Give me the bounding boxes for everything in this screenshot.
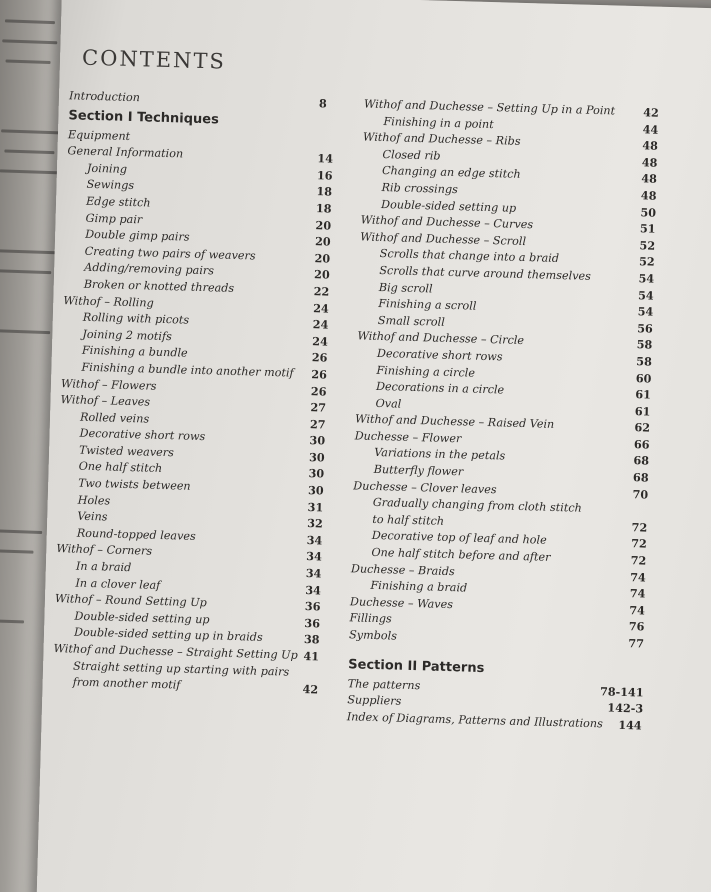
toc-entry-page: 66 — [633, 437, 650, 452]
toc-entry-page: 70 — [632, 486, 649, 502]
toc-entry-label: Adding/removing pairs — [84, 261, 215, 278]
toc-entry-label: Oval — [375, 396, 402, 411]
toc-entry-page: 44 — [642, 121, 659, 137]
toc-entry-page: 74 — [629, 602, 646, 618]
toc-entry-label: Section I Techniques — [68, 107, 220, 128]
toc-entry-page: 48 — [641, 171, 658, 187]
toc-entry-page: 60 — [635, 370, 652, 386]
toc-entry-label: Duchesse – Clover leaves — [353, 478, 497, 496]
toc-entry-label: Section II Patterns — [348, 656, 485, 676]
toc-entry-page: 26 — [310, 383, 327, 399]
toc-entry-page: 31 — [307, 499, 324, 515]
toc-entry-page: 30 — [308, 449, 325, 465]
toc-entry-label: One half stitch before and after — [371, 545, 551, 564]
toc-entry-label: Variations in the petals — [374, 446, 506, 464]
page-title: CONTENTS — [81, 45, 227, 74]
toc-entry-page: 26 — [311, 350, 328, 365]
toc-entry-label: Double-sided setting up — [380, 197, 517, 215]
toc-entry-page: 16 — [316, 167, 333, 183]
toc-entry-page: 18 — [315, 201, 332, 216]
toc-entry-label: Two twists between — [78, 476, 191, 493]
toc-entry-page: 74 — [630, 569, 647, 585]
toc-entry-label: Veins — [77, 509, 108, 524]
toc-entry-label: Double gimp pairs — [85, 227, 190, 244]
toc-entry-label: Finishing a bundle — [81, 344, 188, 360]
toc-entry-label: Holes — [77, 493, 111, 508]
toc-entry-page: 30 — [307, 483, 324, 498]
toc-entry-label: Scrolls that change into a braid — [379, 247, 560, 266]
toc-entry-page: 78-141 — [599, 683, 644, 700]
toc-entry-page: 20 — [314, 250, 331, 266]
toc-entry-page: 72 — [630, 553, 647, 568]
toc-entry-label: Rolled veins — [79, 410, 150, 426]
toc-entry-page: 50 — [640, 204, 657, 220]
toc-entry-page: 20 — [314, 234, 331, 249]
toc-entry-label: Equipment — [67, 127, 131, 143]
toc-entry-page: 142-3 — [607, 700, 644, 716]
toc-entry-label: Rolling with picots — [82, 310, 190, 327]
toc-entry-label: Finishing a bundle into another motif — [81, 360, 294, 380]
toc-entry-label: Straight setting up starting with pairs — [72, 659, 290, 679]
toc-entry-page: 24 — [313, 300, 329, 316]
toc-entry-page: 14 — [317, 151, 334, 166]
toc-entry-page: 56 — [637, 320, 653, 336]
toc-entry-label: Decorations in a circle — [375, 380, 505, 397]
toc-entry-label: Rib crossings — [381, 180, 459, 197]
toc-entry-page: 20 — [315, 217, 332, 233]
toc-entry-label: Gimp pair — [85, 211, 143, 226]
toc-entry-page: 58 — [636, 354, 653, 369]
toc-entry-label: Symbols — [348, 628, 398, 643]
toc-entry-page: 72 — [630, 536, 647, 551]
toc-entry-label: Butterfly flower — [373, 462, 464, 479]
toc-entry-label: Edge stitch — [85, 194, 151, 210]
toc-entry-page: 58 — [636, 337, 653, 352]
contents-column-left — [52, 88, 359, 699]
toc-entry-page: 34 — [305, 582, 322, 598]
toc-entry-label: Decorative short rows — [376, 346, 503, 364]
toc-entry-label: Duchesse – Flower — [354, 429, 462, 446]
toc-entry-page: 61 — [634, 403, 651, 419]
toc-entry-page: 20 — [313, 267, 330, 282]
toc-entry-label: Withof and Duchesse – Curves — [360, 213, 534, 232]
toc-entry-page: 8 — [318, 96, 327, 111]
toc-entry-label: Small scroll — [377, 313, 445, 329]
toc-entry-page: 42 — [302, 682, 319, 697]
toc-entry-page: 41 — [303, 649, 320, 664]
toc-entry-page: 27 — [309, 416, 326, 432]
toc-entry-label: Scrolls that curve around themselves — [379, 263, 592, 283]
toc-entry-label: Double-sided setting up in braids — [73, 625, 263, 645]
toc-entry-label: Twisted weavers — [78, 443, 175, 460]
toc-entry-page: 52 — [639, 237, 656, 253]
toc-entry-label: Withof and Duchesse – Straight Setting Up — [53, 642, 298, 662]
toc-entry-label: Duchesse – Waves — [349, 595, 454, 611]
toc-entry-page: 77 — [628, 636, 645, 651]
toc-entry-label: The patterns — [347, 676, 421, 692]
toc-entry-page: 38 — [303, 632, 320, 647]
toc-entry-page: 51 — [639, 221, 656, 236]
toc-entry-page: 34 — [305, 566, 322, 581]
toc-entry-label: Finishing a scroll — [378, 297, 477, 313]
contents-page — [36, 0, 711, 892]
toc-entry-label: Closed rib — [382, 147, 441, 163]
toc-entry-label: Withof and Duchesse – Setting Up in a Point — [363, 97, 616, 118]
toc-entry-page: 26 — [311, 367, 328, 382]
toc-entry-page: 74 — [629, 586, 646, 601]
toc-entry-page: 68 — [632, 470, 649, 485]
toc-entry-page: 18 — [316, 184, 333, 199]
toc-entry-label: Withof and Duchesse – Circle — [357, 329, 525, 348]
toc-entry-label: Round-topped leaves — [76, 526, 196, 543]
toc-entry-page: 48 — [640, 188, 657, 203]
toc-entry-page: 30 — [308, 466, 325, 481]
toc-entry-label: to half stitch — [372, 512, 445, 528]
toc-entry-page: 68 — [633, 453, 650, 469]
toc-entry-label: Withof and Duchesse – Scroll — [360, 230, 527, 248]
toc-entry-label: from another motif — [72, 675, 181, 692]
toc-entry-label: Double-sided setting up — [74, 609, 210, 627]
toc-entry-page: 52 — [638, 254, 655, 269]
toc-entry-page: 32 — [307, 516, 323, 531]
toc-entry-page: 48 — [641, 155, 658, 170]
toc-entry-page: 76 — [628, 619, 645, 634]
toc-entry-page: 36 — [304, 599, 321, 614]
toc-entry-page: 144 — [618, 717, 642, 733]
toc-entry-page: 27 — [310, 400, 327, 415]
toc-entry-label: Joining 2 motifs — [82, 327, 173, 343]
toc-entry-page: 48 — [642, 138, 659, 153]
toc-entry-label: Decorative short rows — [79, 426, 206, 444]
toc-entry-page: 72 — [631, 519, 648, 535]
toc-entry-label: Broken or knotted threads — [83, 277, 235, 295]
toc-entry-label: Withof – Leaves — [60, 393, 151, 409]
toc-entry-page: 36 — [304, 615, 321, 631]
toc-entry-page: 61 — [635, 387, 652, 402]
toc-entry-label: Withof and Duchesse – Ribs — [362, 130, 521, 149]
toc-entry-label: Creating two pairs of weavers — [84, 244, 256, 263]
toc-entry-page: 54 — [637, 287, 654, 303]
contents-column-right — [347, 96, 684, 734]
toc-entry-label: Changing an edge stitch — [381, 164, 521, 182]
toc-entry-page: 22 — [313, 284, 330, 299]
toc-entry-page: 54 — [637, 304, 654, 319]
toc-entry-page: 34 — [306, 549, 323, 564]
toc-entry-label: Decorative top of leaf and hole — [371, 529, 547, 548]
toc-entry-label: Fillings — [349, 611, 392, 626]
toc-entry-label: General Information — [67, 144, 184, 161]
toc-entry-label: Withof – Flowers — [60, 376, 157, 393]
toc-entry-page: 30 — [309, 433, 326, 448]
toc-entry-page: 24 — [312, 317, 329, 332]
toc-entry-label: Big scroll — [378, 280, 433, 295]
toc-entry-label: Finishing a circle — [376, 363, 476, 380]
toc-entry-label: Sewings — [86, 178, 135, 193]
toc-entry-label: Duchesse – Braids — [350, 561, 455, 578]
toc-entry-label: Gradually changing from cloth stitch — [372, 496, 582, 515]
toc-entry-label: One half stitch — [78, 460, 163, 476]
toc-entry-label: Index of Diagrams, Patterns and Illustrations — [346, 710, 604, 731]
toc-entry-label: Joining — [86, 161, 128, 176]
toc-entry-page: 34 — [306, 532, 323, 548]
toc-entry-label: Finishing in a point — [383, 114, 494, 131]
toc-entry-page: 24 — [312, 333, 329, 349]
toc-entry-label: Finishing a braid — [370, 579, 468, 595]
toc-entry-label: Suppliers — [347, 693, 402, 708]
toc-entry-label: In a braid — [75, 559, 132, 575]
toc-entry-label: Withof and Duchesse – Raised Vein — [354, 412, 555, 432]
toc-entry-page: 42 — [643, 105, 660, 120]
toc-entry-label: Withof – Rolling — [63, 293, 154, 310]
toc-entry-label: Introduction — [68, 89, 141, 105]
toc-entry-page: 54 — [638, 271, 655, 286]
toc-entry-label: Withof – Round Setting Up — [54, 592, 207, 610]
toc-entry-label: Withof – Corners — [56, 542, 153, 559]
toc-entry-page: 62 — [634, 420, 651, 435]
toc-entry-label: In a clover leaf — [75, 576, 161, 592]
